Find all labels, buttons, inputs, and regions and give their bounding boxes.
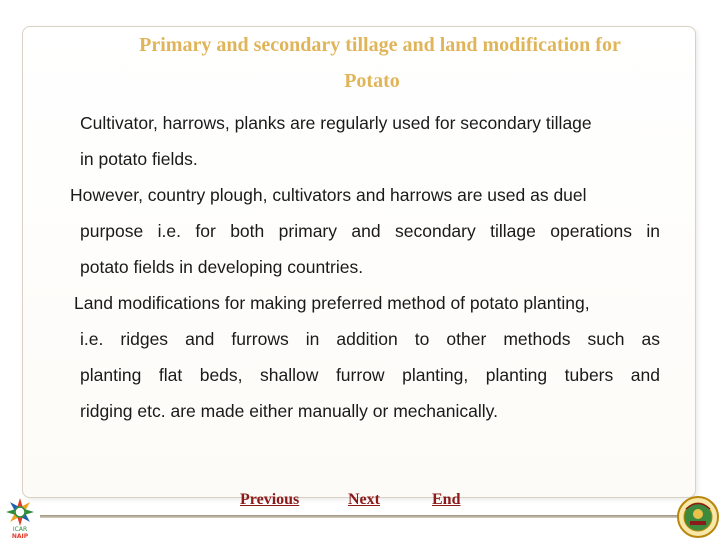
previous-link[interactable]: Previous <box>240 491 300 508</box>
slide-title-line-1: Primary and secondary tillage and land modification for <box>139 34 621 56</box>
paragraph-2-line-2: purpose i.e. for both primary and secondary tillage operations in <box>80 221 660 241</box>
slide-title-line-2: Potato <box>344 70 400 92</box>
paragraph-3-line-4: ridging etc. are made either manually or mechanically. <box>80 401 498 421</box>
footer-rule <box>40 515 680 518</box>
paragraph-3-line-1: Land modifications for making preferred method of potato planting, <box>74 293 590 313</box>
paragraph-1-line-1: Cultivator, harrows, planks are regularly used for secondary tillage <box>80 113 592 133</box>
paragraph-1-line-2: in potato fields. <box>80 149 198 169</box>
paragraph-3-line-2: i.e. ridges and furrows in addition to other methods such as <box>80 329 660 349</box>
paragraph-3-line-3: planting flat beds, shallow furrow planting, planting tubers and <box>80 365 660 385</box>
paragraph-2-line-1: However, country plough, cultivators and harrows are used as duel <box>70 185 587 205</box>
paragraph-2-line-3: potato fields in developing countries. <box>80 257 364 277</box>
university-emblem-icon <box>676 494 720 540</box>
logo-left-bottom-text: NAIP <box>11 533 29 540</box>
naip-logo-icon <box>0 494 40 540</box>
end-link[interactable]: End <box>432 491 461 508</box>
logo-left-top-text: ICAR <box>12 526 28 533</box>
next-link[interactable]: Next <box>348 491 380 508</box>
